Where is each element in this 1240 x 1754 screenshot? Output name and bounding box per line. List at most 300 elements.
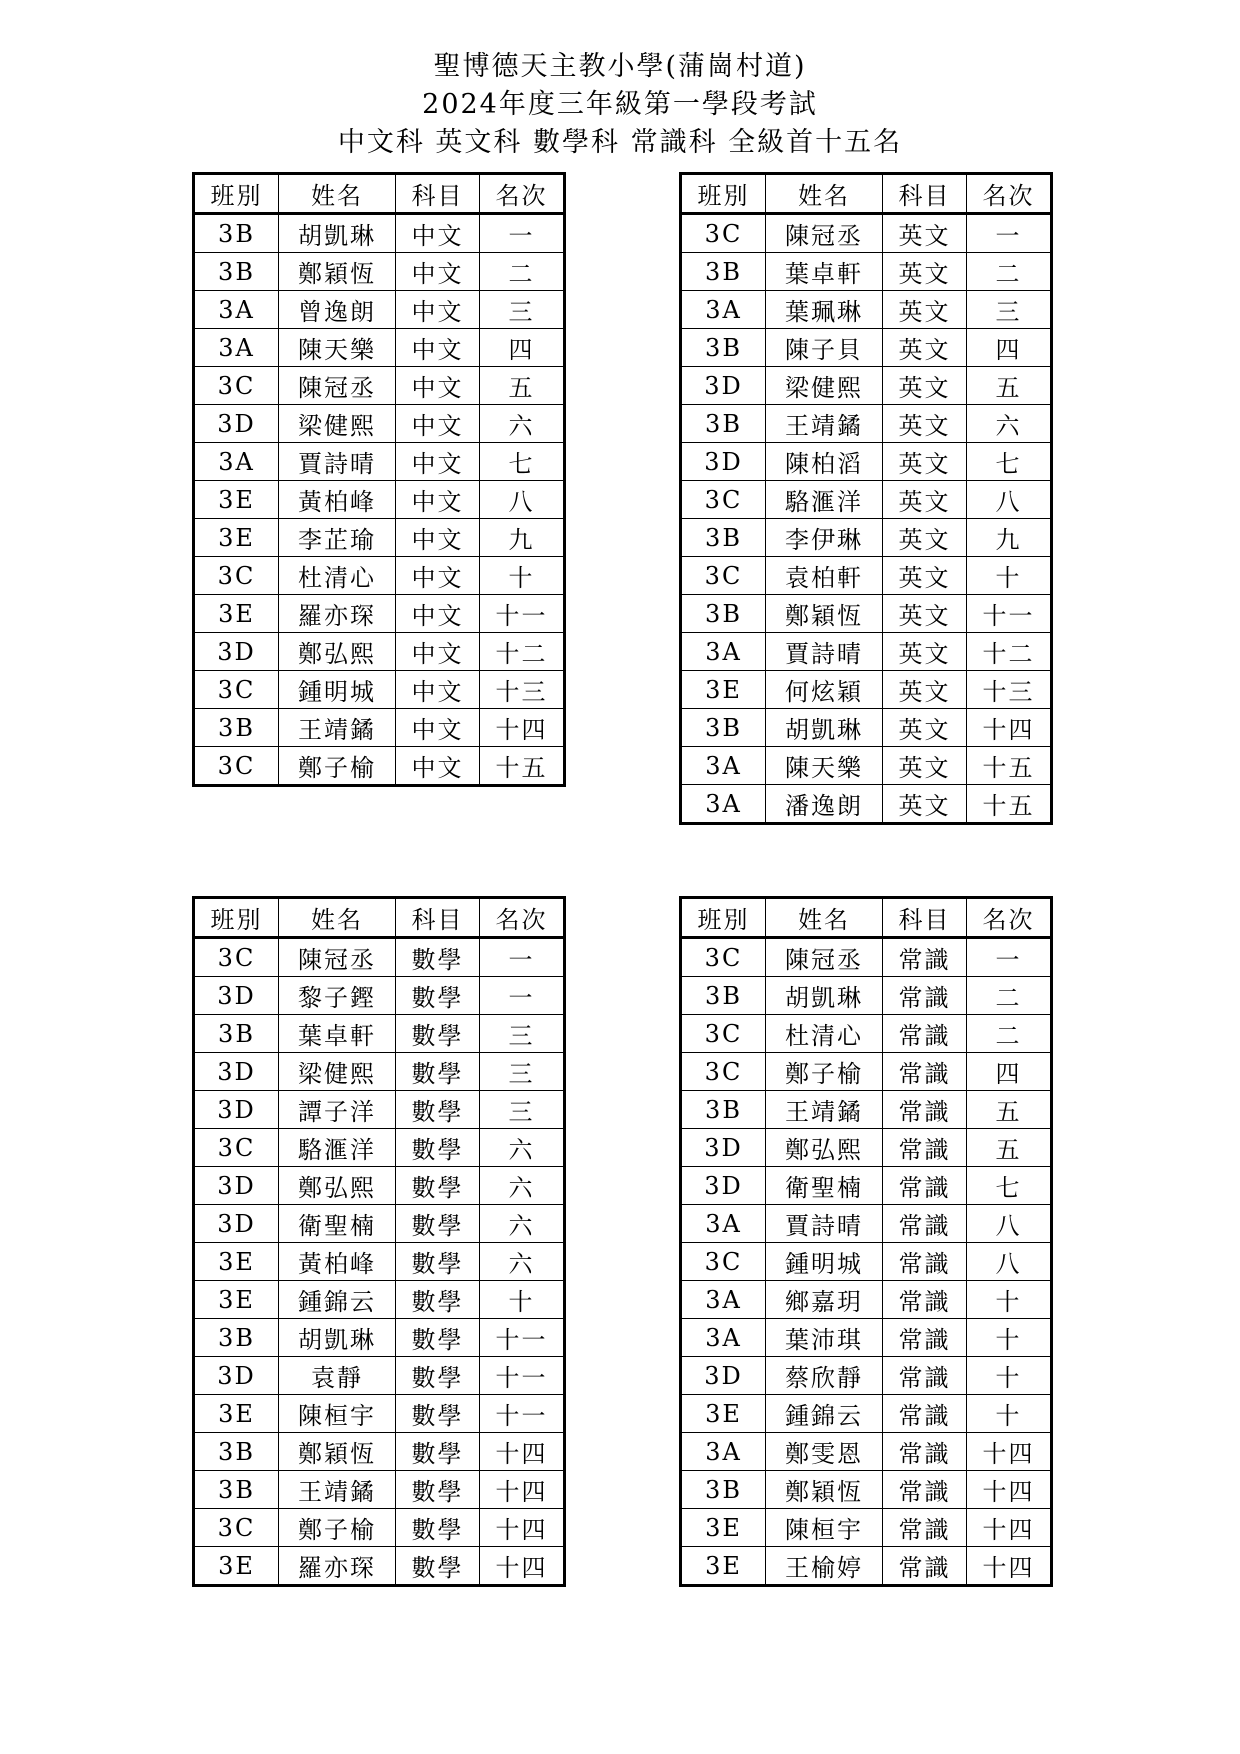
table-row [681,443,1052,481]
cell-class: 3C [194,557,279,595]
cell-rank: 十二 [967,633,1052,671]
cell-rank: 十五 [480,747,565,786]
cell-rank: 十 [480,1281,565,1319]
cell-rank: 十四 [967,1509,1052,1547]
cell-name: 何炫穎 [766,671,883,709]
cell-rank: 十 [967,1357,1052,1395]
cell-class: 3D [681,443,766,481]
cell-rank: 二 [480,253,565,291]
cell-name: 杜清心 [279,557,396,595]
table-row [681,1319,1052,1357]
cell-class: 3C [194,1509,279,1547]
cell-class: 3C [681,481,766,519]
table-row [681,633,1052,671]
header-row [681,174,1052,214]
cell-name: 羅亦琛 [279,1547,396,1586]
cell-name: 鄭穎恆 [279,1433,396,1471]
cell-name: 潘逸朗 [766,785,883,824]
cell-class: 3B [681,1471,766,1509]
general-studies-ranking-table [679,896,1053,1587]
table-row [194,1395,565,1433]
table-row [194,595,565,633]
cell-subject: 常識 [883,1357,967,1395]
cell-subject: 數學 [396,1471,480,1509]
cell-subject: 英文 [883,367,967,405]
cell-subject: 英文 [883,595,967,633]
cell-rank: 六 [967,405,1052,443]
table-row [194,633,565,671]
cell-subject: 中文 [396,481,480,519]
cell-class: 3A [681,785,766,824]
table-row [194,253,565,291]
cell-rank: 一 [480,214,565,253]
table-row [681,367,1052,405]
cell-name: 梁健熙 [766,367,883,405]
cell-subject: 中文 [396,329,480,367]
cell-rank: 十 [480,557,565,595]
table-row [194,291,565,329]
cell-class: 3D [194,1053,279,1091]
column-header-subject: 科目 [396,898,480,938]
cell-subject: 數學 [396,1053,480,1091]
cell-subject: 常識 [883,1281,967,1319]
table-row [681,747,1052,785]
english-ranking-table [679,172,1053,825]
cell-name: 王靖鐍 [766,1091,883,1129]
column-header-rank: 名次 [480,174,565,214]
cell-subject: 數學 [396,1547,480,1586]
cell-class: 3B [194,214,279,253]
cell-subject: 中文 [396,405,480,443]
cell-class: 3A [681,1281,766,1319]
cell-subject: 數學 [396,977,480,1015]
table-row [681,785,1052,824]
cell-name: 鄉嘉玥 [766,1281,883,1319]
cell-rank: 十四 [480,1509,565,1547]
cell-subject: 英文 [883,443,967,481]
cell-name: 鄭子榆 [766,1053,883,1091]
cell-rank: 十三 [967,671,1052,709]
column-header-subject: 科目 [396,174,480,214]
cell-class: 3E [194,595,279,633]
cell-class: 3B [681,405,766,443]
cell-rank: 八 [967,481,1052,519]
cell-rank: 二 [967,977,1052,1015]
cell-subject: 常識 [883,1205,967,1243]
table-row [194,1091,565,1129]
cell-name: 賈詩晴 [766,633,883,671]
cell-subject: 常識 [883,1509,967,1547]
table-row [194,557,565,595]
cell-rank: 二 [967,253,1052,291]
cell-name: 王榆婷 [766,1547,883,1586]
cell-name: 鄭子榆 [279,747,396,786]
table-row [681,595,1052,633]
cell-subject: 數學 [396,1015,480,1053]
cell-name: 陳冠丞 [766,214,883,253]
table-row [681,977,1052,1015]
cell-subject: 常識 [883,1395,967,1433]
cell-subject: 中文 [396,595,480,633]
cell-class: 3A [681,1319,766,1357]
cell-name: 鄭穎恆 [279,253,396,291]
cell-class: 3B [681,977,766,1015]
header-row [681,898,1052,938]
cell-subject: 數學 [396,1395,480,1433]
table-row [681,214,1052,253]
cell-name: 鄭弘熙 [279,1167,396,1205]
cell-subject: 中文 [396,671,480,709]
table-row [194,1509,565,1547]
table-row [194,1471,565,1509]
table-row [194,1167,565,1205]
column-header-subject: 科目 [883,898,967,938]
column-header-class: 班別 [194,898,279,938]
cell-subject: 英文 [883,785,967,824]
table-row [681,519,1052,557]
cell-name: 李芷瑜 [279,519,396,557]
cell-class: 3B [194,253,279,291]
cell-class: 3E [194,519,279,557]
cell-name: 袁柏軒 [766,557,883,595]
table-row [194,519,565,557]
cell-class: 3D [681,367,766,405]
cell-class: 3C [681,1015,766,1053]
table-row [681,1053,1052,1091]
table-row [194,1053,565,1091]
cell-class: 3B [681,709,766,747]
cell-rank: 六 [480,1243,565,1281]
table-row [681,481,1052,519]
cell-rank: 十一 [480,1357,565,1395]
cell-class: 3A [681,633,766,671]
cell-subject: 數學 [396,938,480,977]
cell-subject: 中文 [396,519,480,557]
table-row [194,671,565,709]
cell-rank: 一 [480,977,565,1015]
cell-rank: 十四 [480,1471,565,1509]
column-header-name: 姓名 [766,174,883,214]
cell-name: 衛聖楠 [279,1205,396,1243]
table-row [681,291,1052,329]
cell-class: 3A [681,747,766,785]
cell-subject: 數學 [396,1509,480,1547]
table-row [681,671,1052,709]
cell-name: 陳天樂 [766,747,883,785]
cell-class: 3A [681,1205,766,1243]
cell-rank: 四 [967,329,1052,367]
table-row [681,938,1052,977]
cell-rank: 十一 [480,1319,565,1357]
header-row [194,898,565,938]
cell-class: 3E [194,1547,279,1586]
cell-name: 鍾錦云 [766,1395,883,1433]
cell-name: 梁健熙 [279,1053,396,1091]
cell-name: 陳桓宇 [766,1509,883,1547]
cell-class: 3B [194,1433,279,1471]
table-row [194,747,565,786]
cell-name: 鄭穎恆 [766,595,883,633]
cell-rank: 十 [967,1319,1052,1357]
cell-rank: 一 [967,214,1052,253]
column-header-class: 班別 [681,898,766,938]
cell-name: 陳桓宇 [279,1395,396,1433]
cell-rank: 七 [967,1167,1052,1205]
cell-rank: 八 [967,1205,1052,1243]
cell-rank: 十一 [480,1395,565,1433]
cell-class: 3B [681,253,766,291]
cell-subject: 英文 [883,291,967,329]
cell-rank: 八 [967,1243,1052,1281]
cell-name: 鄭弘熙 [766,1129,883,1167]
cell-rank: 五 [480,367,565,405]
cell-subject: 常識 [883,1547,967,1586]
cell-name: 陳冠丞 [766,938,883,977]
cell-rank: 十二 [480,633,565,671]
cell-rank: 一 [967,938,1052,977]
cell-subject: 常識 [883,1129,967,1167]
cell-subject: 數學 [396,1205,480,1243]
cell-class: 3D [681,1167,766,1205]
table-row [681,253,1052,291]
cell-class: 3B [194,1471,279,1509]
cell-class: 3B [194,1319,279,1357]
cell-subject: 英文 [883,633,967,671]
cell-class: 3C [194,938,279,977]
cell-subject: 英文 [883,557,967,595]
cell-class: 3B [681,1091,766,1129]
cell-subject: 中文 [396,214,480,253]
cell-name: 鄭穎恆 [766,1471,883,1509]
cell-subject: 英文 [883,253,967,291]
cell-subject: 中文 [396,367,480,405]
subtitle: 中文科 英文科 數學科 常識科 全級首十五名 [337,127,903,158]
cell-subject: 中文 [396,253,480,291]
cell-rank: 五 [967,1129,1052,1167]
cell-subject: 常識 [883,1091,967,1129]
cell-name: 駱滙洋 [279,1129,396,1167]
cell-name: 鍾明城 [766,1243,883,1281]
cell-name: 黎子鏗 [279,977,396,1015]
table-row [681,1433,1052,1471]
cell-name: 譚子洋 [279,1091,396,1129]
cell-class: 3A [681,291,766,329]
cell-rank: 十一 [967,595,1052,633]
cell-name: 賈詩晴 [766,1205,883,1243]
cell-rank: 九 [480,519,565,557]
cell-rank: 八 [480,481,565,519]
cell-subject: 數學 [396,1167,480,1205]
cell-name: 鍾錦云 [279,1281,396,1319]
table-row [681,1129,1052,1167]
cell-subject: 常識 [883,977,967,1015]
cell-name: 陳冠丞 [279,938,396,977]
table-row [681,329,1052,367]
cell-subject: 英文 [883,519,967,557]
cell-subject: 數學 [396,1319,480,1357]
cell-rank: 三 [480,1053,565,1091]
cell-name: 葉卓軒 [766,253,883,291]
cell-rank: 十 [967,1281,1052,1319]
cell-rank: 十三 [480,671,565,709]
cell-name: 陳柏滔 [766,443,883,481]
cell-name: 黃柏峰 [279,481,396,519]
table-row [681,557,1052,595]
cell-class: 3D [681,1129,766,1167]
column-header-class: 班別 [681,174,766,214]
table-row [194,977,565,1015]
cell-class: 3C [681,1053,766,1091]
cell-class: 3A [681,1433,766,1471]
cell-class: 3C [681,214,766,253]
cell-name: 胡凱琳 [279,1319,396,1357]
table-row [681,1091,1052,1129]
cell-class: 3B [194,1015,279,1053]
cell-rank: 六 [480,405,565,443]
table-row [194,938,565,977]
cell-subject: 數學 [396,1243,480,1281]
cell-rank: 十四 [967,1547,1052,1586]
cell-rank: 四 [967,1053,1052,1091]
table-row [681,1357,1052,1395]
cell-class: 3E [194,1281,279,1319]
cell-name: 王靖鐍 [279,1471,396,1509]
cell-class: 3C [194,747,279,786]
table-row [194,1129,565,1167]
cell-subject: 中文 [396,747,480,786]
cell-rank: 五 [967,1091,1052,1129]
cell-rank: 七 [480,443,565,481]
table-row [194,1205,565,1243]
cell-rank: 十四 [967,1433,1052,1471]
table-row [681,1205,1052,1243]
column-header-name: 姓名 [279,898,396,938]
table-row [681,1281,1052,1319]
cell-subject: 常識 [883,1167,967,1205]
cell-rank: 九 [967,519,1052,557]
cell-class: 3E [194,1395,279,1433]
table-row [681,1167,1052,1205]
cell-rank: 十四 [480,1433,565,1471]
cell-class: 3C [681,1243,766,1281]
cell-name: 胡凱琳 [766,709,883,747]
column-header-name: 姓名 [766,898,883,938]
cell-name: 李伊琳 [766,519,883,557]
school-name: 聖博德天主教小學(蒲崗村道) [433,51,807,82]
cell-subject: 英文 [883,709,967,747]
column-header-rank: 名次 [967,174,1052,214]
table-row [194,1547,565,1586]
cell-name: 羅亦琛 [279,595,396,633]
cell-subject: 英文 [883,671,967,709]
table-row [194,214,565,253]
cell-rank: 六 [480,1205,565,1243]
cell-subject: 常識 [883,1015,967,1053]
cell-rank: 十五 [967,747,1052,785]
table-row [194,1281,565,1319]
cell-class: 3E [194,1243,279,1281]
cell-class: 3B [681,329,766,367]
cell-name: 梁健熙 [279,405,396,443]
cell-rank: 十四 [480,1547,565,1586]
cell-name: 王靖鐍 [766,405,883,443]
cell-class: 3D [194,1091,279,1129]
cell-class: 3A [194,329,279,367]
cell-rank: 四 [480,329,565,367]
cell-rank: 十 [967,1395,1052,1433]
table-row [194,367,565,405]
table-row [194,709,565,747]
cell-rank: 十四 [480,709,565,747]
cell-subject: 英文 [883,481,967,519]
table-row [681,1471,1052,1509]
cell-name: 駱滙洋 [766,481,883,519]
cell-rank: 三 [967,291,1052,329]
cell-name: 葉珮琳 [766,291,883,329]
cell-name: 袁靜 [279,1357,396,1395]
cell-rank: 十四 [967,1471,1052,1509]
cell-name: 鄭弘熙 [279,633,396,671]
cell-subject: 中文 [396,291,480,329]
cell-name: 胡凱琳 [279,214,396,253]
cell-class: 3D [194,1167,279,1205]
cell-class: 3D [194,977,279,1015]
cell-subject: 英文 [883,405,967,443]
cell-name: 陳子貝 [766,329,883,367]
table-row [194,405,565,443]
cell-rank: 三 [480,291,565,329]
cell-subject: 數學 [396,1281,480,1319]
cell-rank: 三 [480,1015,565,1053]
cell-class: 3C [194,671,279,709]
table-row [194,1015,565,1053]
exam-title: 2024年度三年級第一學段考試 [422,89,818,120]
cell-class: 3D [681,1357,766,1395]
cell-class: 3D [194,1205,279,1243]
table-row [681,1015,1052,1053]
cell-subject: 常識 [883,1053,967,1091]
table-row [194,1357,565,1395]
cell-class: 3E [681,1509,766,1547]
cell-subject: 數學 [396,1357,480,1395]
cell-name: 黃柏峰 [279,1243,396,1281]
cell-rank: 十 [967,557,1052,595]
cell-rank: 一 [480,938,565,977]
cell-class: 3C [681,557,766,595]
cell-class: 3E [681,671,766,709]
cell-class: 3E [681,1395,766,1433]
cell-class: 3B [681,595,766,633]
table-row [194,1433,565,1471]
cell-class: 3E [194,481,279,519]
cell-class: 3D [194,1357,279,1395]
table-row [194,1243,565,1281]
math-ranking-table [192,896,566,1587]
cell-class: 3B [194,709,279,747]
cell-rank: 二 [967,1015,1052,1053]
cell-subject: 中文 [396,443,480,481]
cell-rank: 三 [480,1091,565,1129]
cell-subject: 常識 [883,1471,967,1509]
cell-class: 3A [194,443,279,481]
cell-name: 陳冠丞 [279,367,396,405]
column-header-rank: 名次 [480,898,565,938]
cell-class: 3C [681,938,766,977]
column-header-subject: 科目 [883,174,967,214]
table-row [194,329,565,367]
cell-name: 蔡欣靜 [766,1357,883,1395]
column-header-rank: 名次 [967,898,1052,938]
